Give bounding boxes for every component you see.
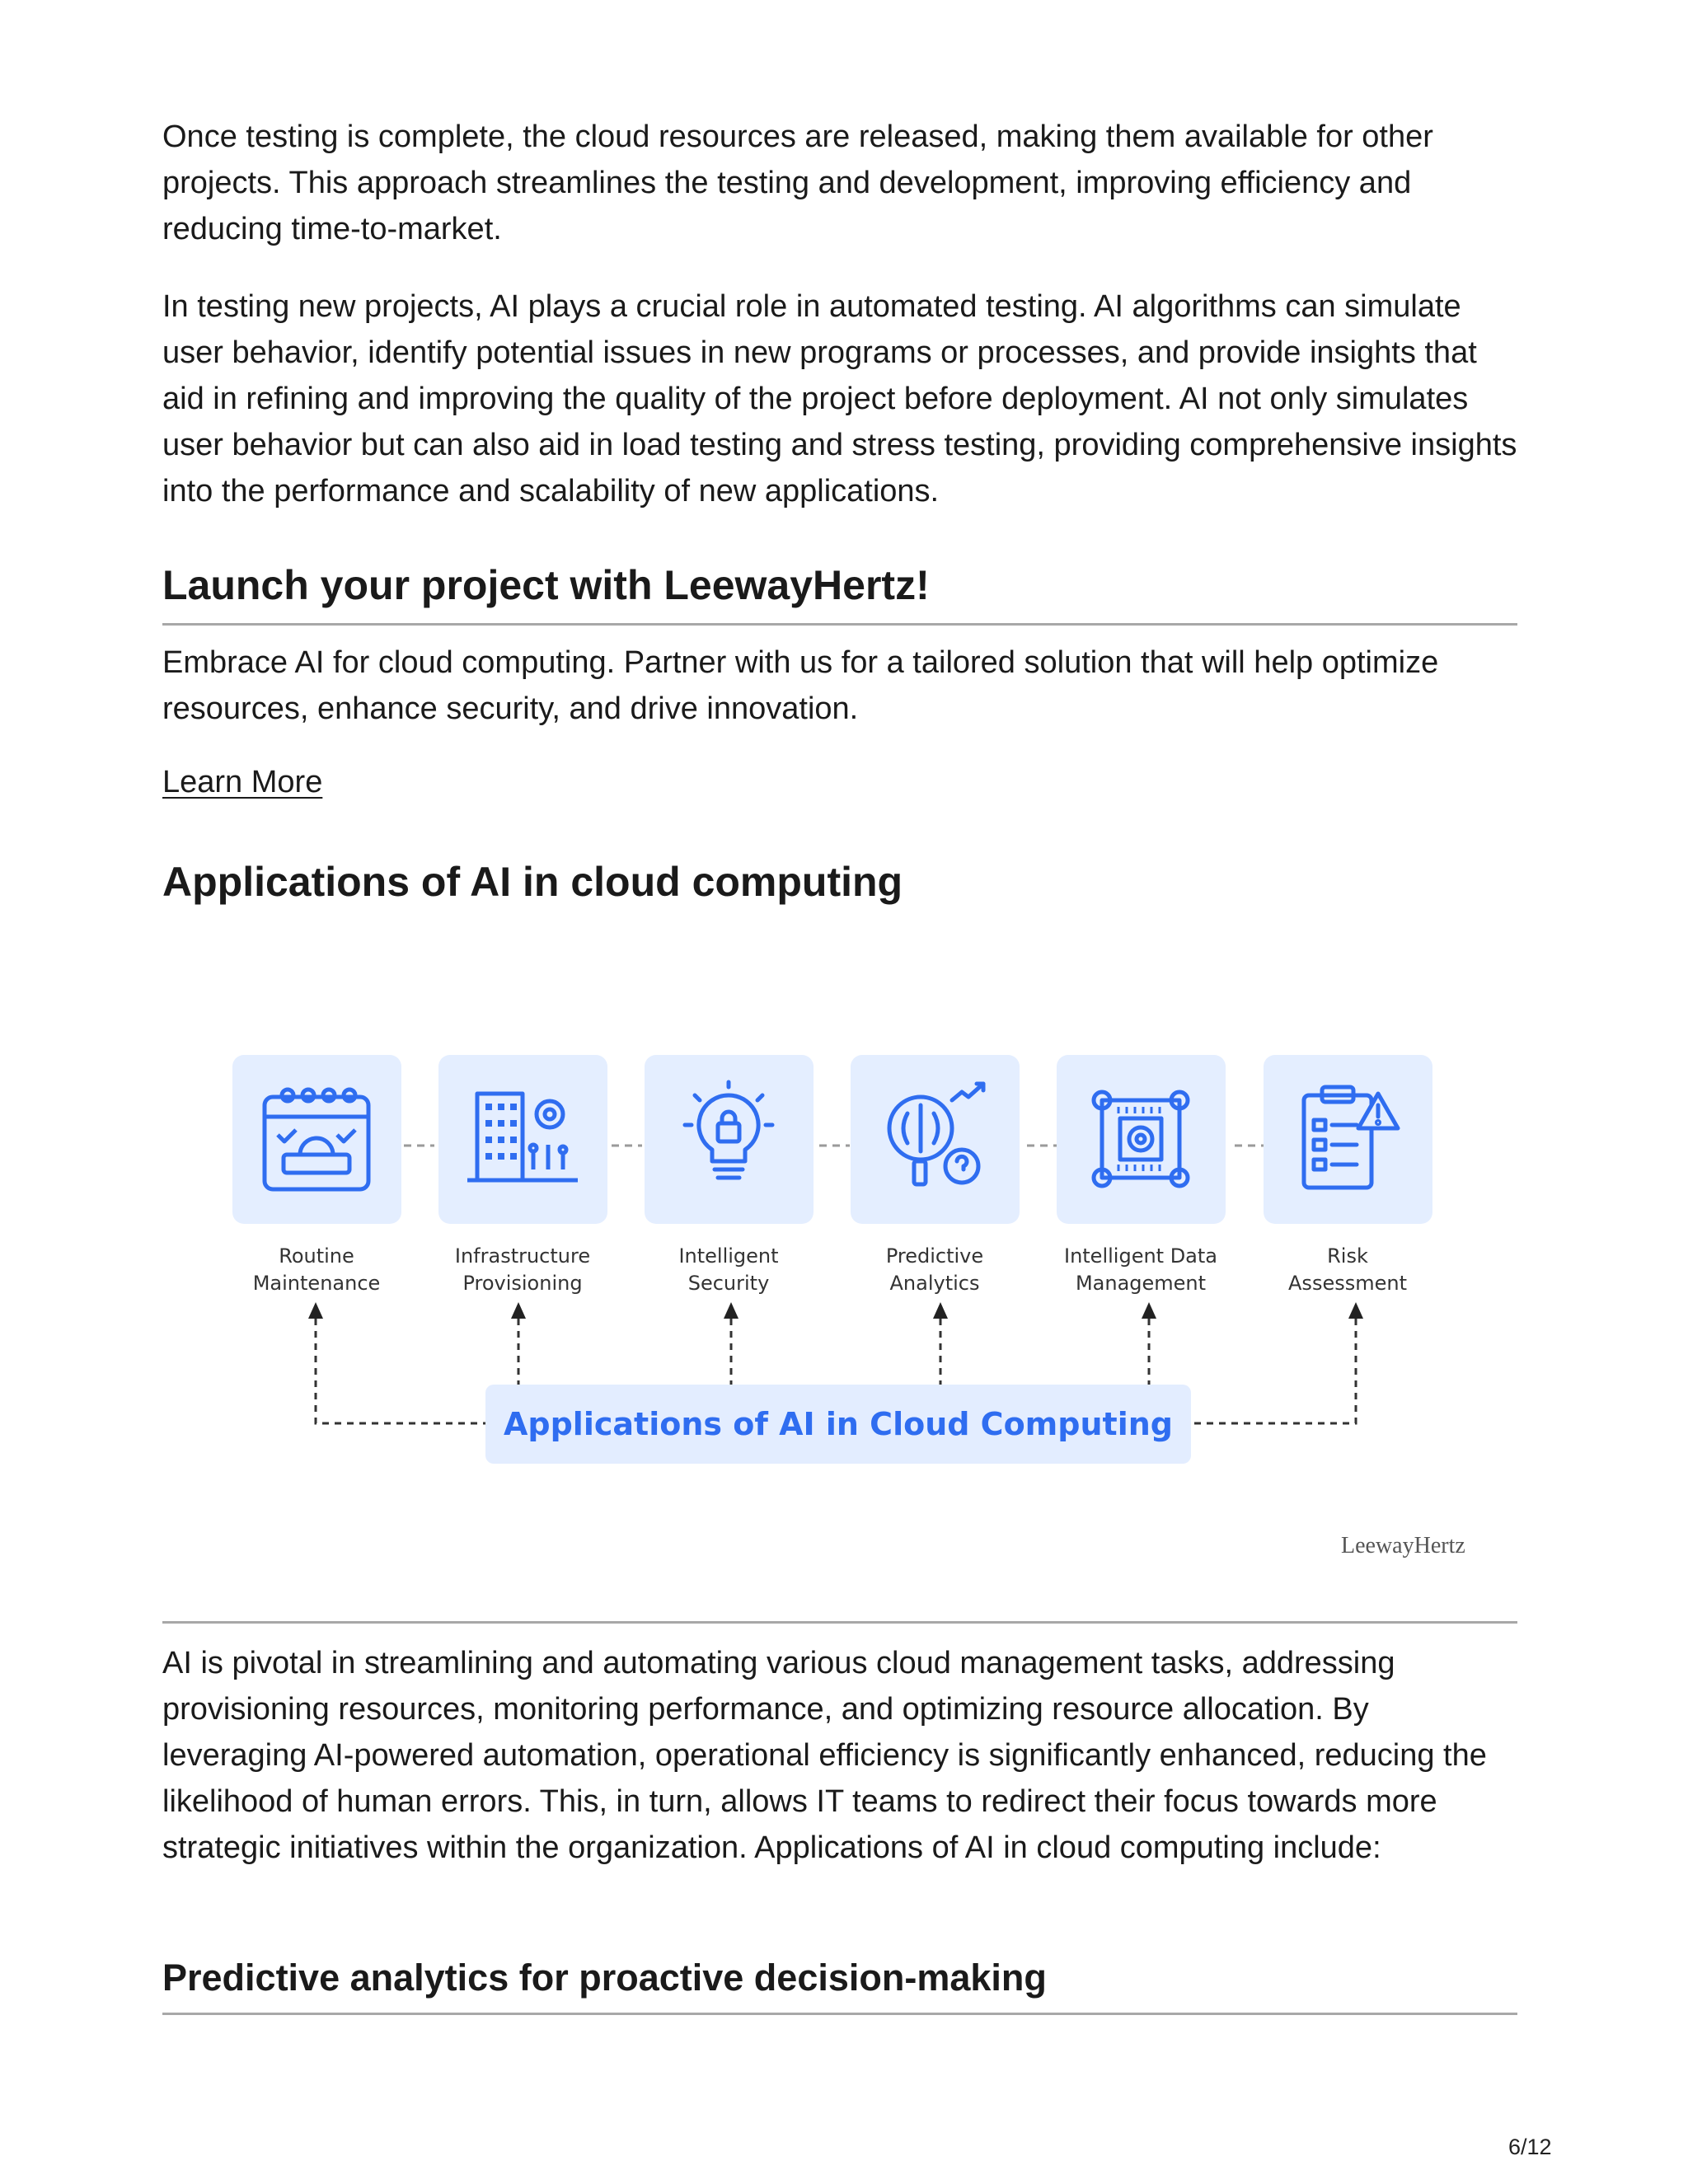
intelligent-data-management-label: Intelligent Data Management	[1063, 1244, 1218, 1295]
leewayhertz-watermark: LeewayHertz	[1341, 1533, 1465, 1558]
infrastructure-provisioning-label: Infrastructure Provisioning	[454, 1244, 591, 1295]
divider	[162, 2013, 1517, 2015]
risk-assessment-label: Risk Assessment	[1288, 1244, 1407, 1295]
routine-maintenance-box	[232, 1055, 401, 1224]
predictive-analytics-box	[851, 1055, 1020, 1224]
intelligent-security-box	[645, 1055, 814, 1224]
applications-body	[162, 1640, 1517, 1871]
intelligent-data-management-box	[1057, 1055, 1226, 1224]
intelligent-security-label: Intelligent Security	[678, 1244, 779, 1295]
predictive-analytics-heading: Predictive analytics for proactive decision-making	[162, 1957, 1047, 1999]
paragraph: In testing new projects, AI plays a crucial role in automated testing. AI algorithms can simulate user behavior, identify potential issues in new programs or processes, and provide insights that aid in refining and improving the quality of the project before deployment. AI not only simulates user behavior but can also aid in load testing and stress testing, providing comprehensive insights into the performance and scalability of new applications.	[162, 289, 1517, 509]
learn-more-link[interactable]: Learn More	[162, 765, 323, 799]
cta-body	[162, 640, 1517, 732]
paragraph: Once testing is complete, the cloud resources are released, making them available for other projects. This approach streamlines the testing and development, improving efficiency and reducing time-to-market.	[162, 120, 1433, 246]
routine-maintenance-label: Routine Maintenance	[252, 1244, 381, 1295]
intro-section	[162, 114, 1517, 514]
risk-assessment-box	[1264, 1055, 1432, 1224]
applications-diagram	[162, 972, 1517, 1582]
chip-gear-icon	[1079, 1077, 1203, 1201]
applications-heading-wrap	[162, 857, 1517, 907]
clipboard-warning-icon	[1286, 1077, 1409, 1201]
cta-link-wrap	[162, 765, 1517, 800]
cta-text: Embrace AI for cloud computing. Partner with us for a tailored solution that will help optimize resources, enhance security, and drive innovation.	[162, 645, 1439, 726]
predictive-analytics-label: Predictive Analytics	[885, 1244, 984, 1295]
cta-heading: Launch your project with LeewayHertz!	[162, 562, 930, 608]
diagram-center-label: Applications of AI in Cloud Computing	[485, 1385, 1191, 1464]
paragraph: AI is pivotal in streamlining and automating various cloud management tasks, addressing provisioning resources, monitoring performance, and optimizing resource allocation. By leveraging AI-powered automation, operational efficiency is significantly enhanced, reducing the likelihood of human errors. This, in turn, allows IT teams to redirect their focus towards more strategic initiatives within the organization. Applications of AI in cloud computing include:	[162, 1646, 1487, 1865]
lightbulb-lock-icon	[667, 1077, 790, 1201]
applications-heading: Applications of AI in cloud computing	[162, 859, 903, 905]
divider	[162, 623, 1517, 626]
next-heading-wrap	[162, 1955, 1517, 2001]
cta-heading-wrap	[162, 560, 1517, 610]
infrastructure-provisioning-box	[438, 1055, 607, 1224]
building-gear-icon	[461, 1077, 584, 1201]
page-number: 6/12	[1508, 2135, 1552, 2159]
divider	[162, 1621, 1517, 1624]
calendar-gear-icon	[255, 1077, 378, 1201]
brain-analytics-icon	[873, 1077, 996, 1201]
